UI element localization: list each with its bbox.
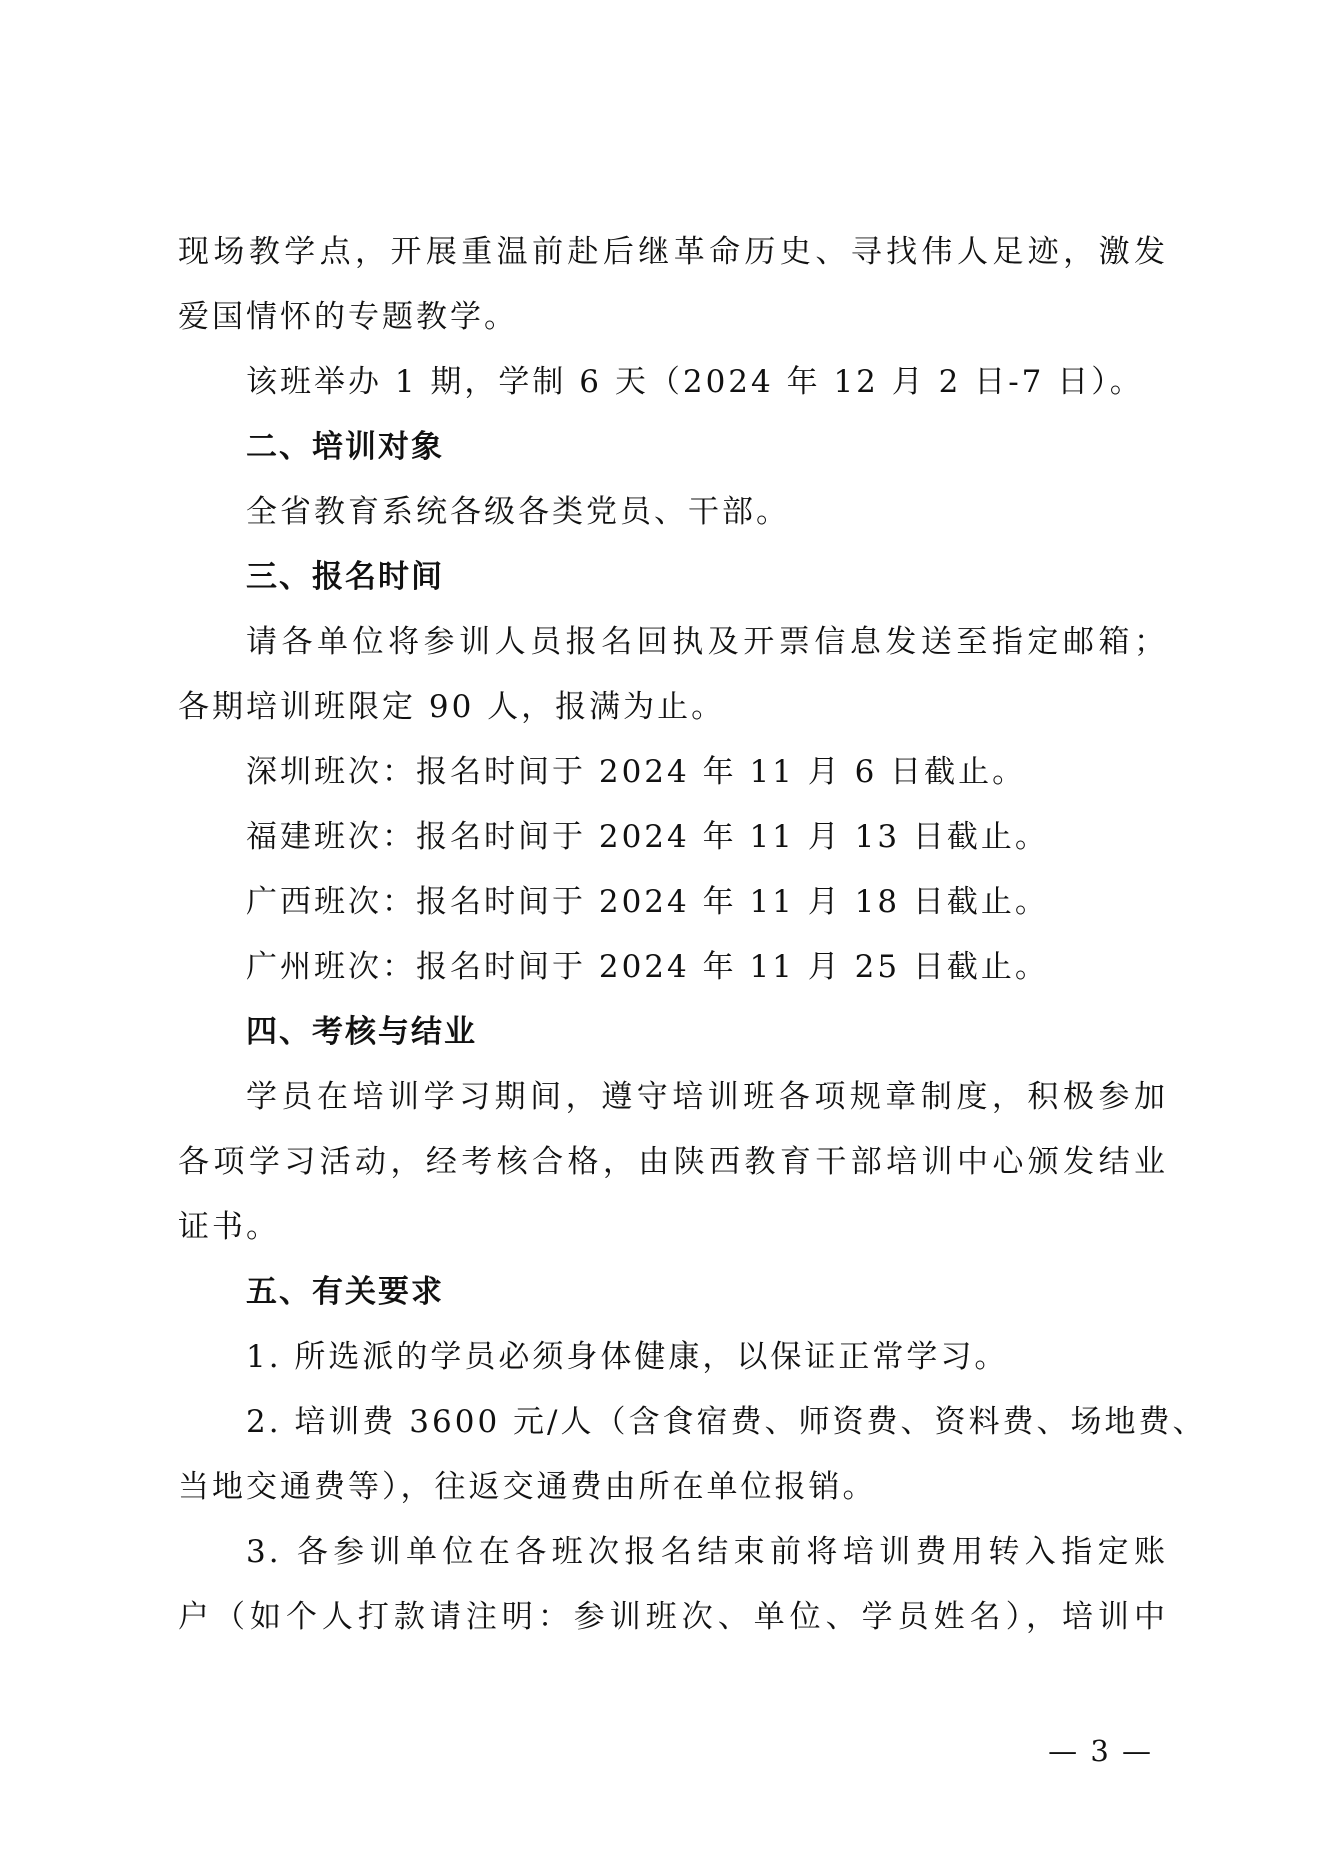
body-text-line: 户（如个人打款请注明：参训班次、单位、学员姓名），培训中: [178, 1599, 1168, 1635]
section-heading: 五、有关要求: [246, 1274, 444, 1310]
body-text-line: 该班举办 1 期，学制 6 天（2024 年 12 月 2 日-7 日）。: [246, 364, 1144, 400]
deadline-line: 广州班次：报名时间于 2024 年 11 月 25 日截止。: [246, 949, 1049, 985]
body-text-line: 证书。: [178, 1209, 280, 1245]
section-heading: 四、考核与结业: [246, 1014, 477, 1050]
deadline-line: 广西班次：报名时间于 2024 年 11 月 18 日截止。: [246, 884, 1049, 920]
body-text-line: 学员在培训学习期间，遵守培训班各项规章制度，积极参加: [246, 1079, 1168, 1115]
section-heading: 三、报名时间: [246, 559, 444, 595]
body-text-line: 当地交通费等），往返交通费由所在单位报销。: [178, 1469, 877, 1505]
requirement-item: 1. 所选派的学员必须身体健康，以保证正常学习。: [246, 1339, 1009, 1375]
requirement-item: 2. 培训费 3600 元/人（含食宿费、师资费、资料费、场地费、: [246, 1404, 1207, 1440]
body-text-line: 各项学习活动，经考核合格，由陕西教育干部培训中心颁发结业: [178, 1144, 1168, 1180]
body-text-line: 爱国情怀的专题教学。: [178, 299, 518, 335]
body-text-line: 各期培训班限定 90 人，报满为止。: [178, 689, 726, 725]
body-text-line: 现场教学点，开展重温前赴后继革命历史、寻找伟人足迹，激发: [178, 234, 1168, 270]
page-number: — 3 —: [1048, 1734, 1153, 1768]
deadline-line: 深圳班次：报名时间于 2024 年 11 月 6 日截止。: [246, 754, 1027, 790]
deadline-line: 福建班次：报名时间于 2024 年 11 月 13 日截止。: [246, 819, 1049, 855]
section-heading: 二、培训对象: [246, 429, 444, 465]
body-text-line: 全省教育系统各级各类党员、干部。: [246, 494, 790, 530]
body-text-line: 请各单位将参训人员报名回执及开票信息发送至指定邮箱；: [246, 624, 1168, 660]
requirement-item: 3. 各参训单位在各班次报名结束前将培训费用转入指定账: [246, 1534, 1168, 1570]
